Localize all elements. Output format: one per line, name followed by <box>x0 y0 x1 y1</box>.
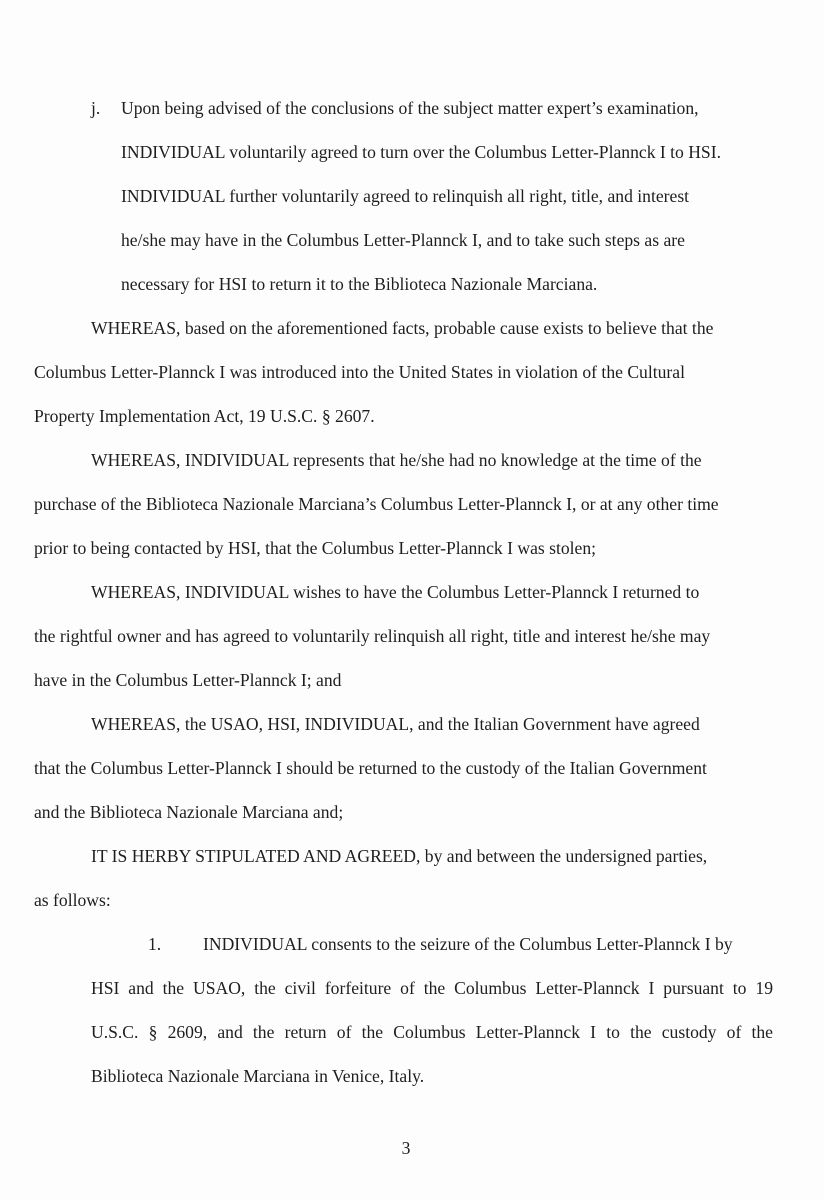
item-j-line-4: he/she may have in the Columbus Letter-Plannck I, and to take such steps as are <box>121 230 685 250</box>
whereas-4-line-3: and the Biblioteca Nazionale Marciana and; <box>34 802 344 822</box>
page-number: 3 <box>401 1138 411 1158</box>
item-j-line-3: INDIVIDUAL further voluntarily agreed to relinquish all right, title, and interest <box>121 186 690 206</box>
whereas-2-line-2: purchase of the Biblioteca Nazionale Marciana’s Columbus Letter-Plannck I, or at any other time <box>34 494 719 514</box>
item-j-marker: j. <box>91 98 101 118</box>
whereas-3-line-3: have in the Columbus Letter-Plannck I; and <box>34 670 342 690</box>
item-j-line-2: INDIVIDUAL voluntarily agreed to turn over the Columbus Letter-Plannck I to HSI. <box>121 142 721 162</box>
whereas-3-line-1: WHEREAS, INDIVIDUAL wishes to have the Columbus Letter-Plannck I returned to <box>91 582 700 602</box>
item-1-line-1: INDIVIDUAL consents to the seizure of the Columbus Letter-Plannck I by <box>203 934 733 954</box>
whereas-2-line-1: WHEREAS, INDIVIDUAL represents that he/she had no knowledge at the time of the <box>91 450 702 470</box>
stipulation-line-2: as follows: <box>34 890 111 910</box>
whereas-1-line-2: Columbus Letter-Plannck I was introduced into the United States in violation of the Cultural <box>34 362 685 382</box>
item-1-line-2: HSI and the USAO, the civil forfeiture of the Columbus Letter-Plannck I pursuant to 19 <box>91 978 773 998</box>
stipulation-line-1: IT IS HERBY STIPULATED AND AGREED, by and between the undersigned parties, <box>91 846 708 866</box>
whereas-4-line-1: WHEREAS, the USAO, HSI, INDIVIDUAL, and the Italian Government have agreed <box>91 714 700 734</box>
item-j-line-5: necessary for HSI to return it to the Biblioteca Nazionale Marciana. <box>121 274 598 294</box>
item-j-line-1: Upon being advised of the conclusions of the subject matter expert’s examination, <box>121 98 699 118</box>
whereas-1-line-1: WHEREAS, based on the aforementioned facts, probable cause exists to believe that the <box>91 318 714 338</box>
whereas-1-line-3: Property Implementation Act, 19 U.S.C. § 2607. <box>34 406 375 426</box>
item-1-line-4: Biblioteca Nazionale Marciana in Venice, Italy. <box>91 1066 425 1086</box>
whereas-3-line-2: the rightful owner and has agreed to voluntarily relinquish all right, title and interest he/she may <box>34 626 711 646</box>
item-1-marker: 1. <box>148 934 162 954</box>
item-1-line-3: U.S.C. § 2609, and the return of the Columbus Letter-Plannck I to the custody of the <box>91 1022 773 1042</box>
whereas-2-line-3: prior to being contacted by HSI, that the Columbus Letter-Plannck I was stolen; <box>34 538 597 558</box>
whereas-4-line-2: that the Columbus Letter-Plannck I should be returned to the custody of the Italian Government <box>34 758 707 778</box>
